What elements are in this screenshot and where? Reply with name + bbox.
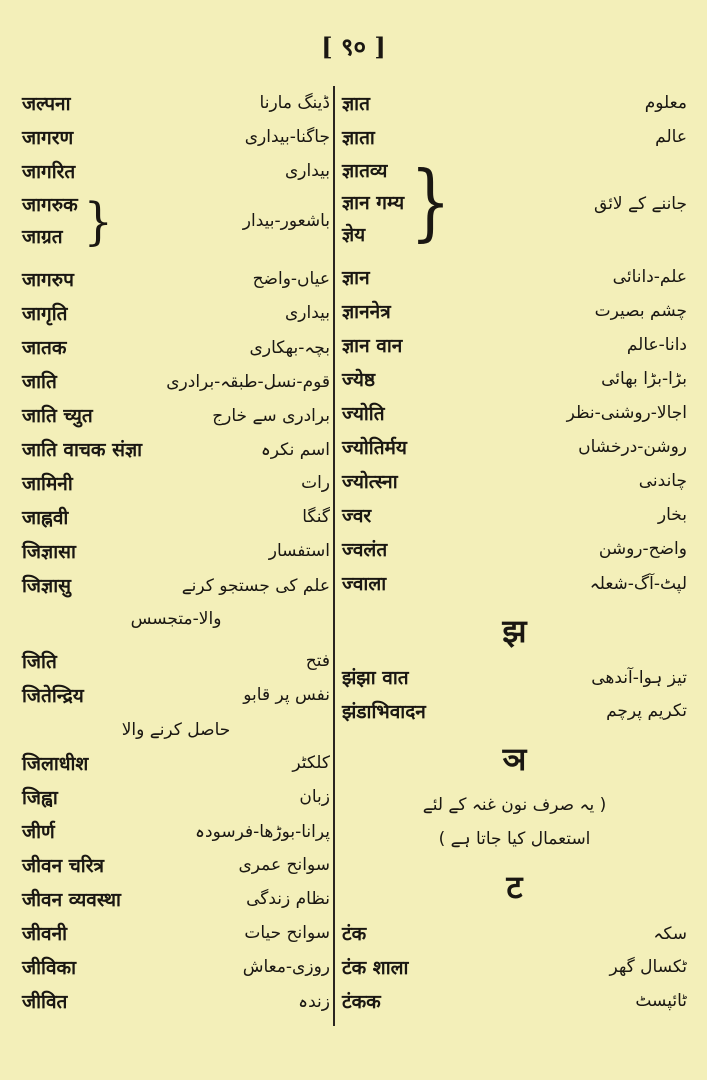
hindi-word: ज्वर: [342, 505, 372, 527]
dictionary-entry: [342, 294, 687, 328]
dictionary-entry: [342, 362, 687, 396]
hindi-word: झंझा वात: [342, 667, 409, 689]
grouped-entry: [22, 188, 330, 254]
hindi-word: झंडाभिवादन: [342, 701, 426, 723]
hindi-word: जागरण: [22, 127, 74, 149]
urdu-meaning: تکریم پرچم: [606, 701, 687, 721]
urdu-meaning: ٹائپسٹ: [635, 991, 687, 1011]
hindi-word: जिह्वा: [22, 787, 58, 809]
urdu-meaning: دانا-عالم: [626, 335, 687, 355]
dictionary-entry: [342, 532, 687, 566]
urdu-meaning: پرانا-بوڑھا-فرسودہ: [195, 821, 330, 842]
hindi-word: ज्येष्ठ: [342, 369, 376, 391]
hindi-word: जाति: [22, 371, 57, 393]
hindi-word: ज्योतिर्मय: [342, 437, 407, 459]
urdu-meaning: بخار: [657, 505, 687, 525]
dictionary-entry: [22, 916, 330, 950]
brace-symbol: }: [410, 154, 451, 252]
dictionary-entry: [22, 296, 330, 330]
urdu-meaning: بچہ-بھکاری: [249, 337, 330, 358]
urdu-meaning: سکہ: [653, 923, 687, 944]
hindi-word: जीवन व्यवस्था: [22, 889, 121, 911]
dictionary-entry: [342, 566, 687, 600]
urdu-meaning: سوانح حیات: [244, 923, 330, 943]
dictionary-entry: [342, 464, 687, 498]
brace-symbol: }: [83, 191, 113, 251]
urdu-meaning: بیداری: [284, 303, 330, 323]
urdu-meaning: معلوم: [644, 93, 687, 113]
dictionary-entry: [22, 882, 330, 916]
urdu-meaning: گنگا: [302, 507, 330, 527]
urdu-meaning-continuation: حاصل کرنے والا: [121, 719, 231, 740]
dictionary-entry: [342, 950, 687, 984]
urdu-meaning: زبان: [299, 787, 330, 807]
hindi-word: ज्ञाननेत्र: [342, 301, 391, 323]
hindi-word: जागृति: [22, 303, 68, 325]
left-column: [22, 86, 330, 1018]
hindi-word: ज्ञान गम्य: [342, 192, 405, 214]
dictionary-entry: [22, 984, 330, 1018]
dictionary-entry: [22, 746, 330, 780]
dictionary-entry: [22, 398, 330, 432]
urdu-meaning: رات: [301, 473, 330, 493]
dictionary-entry: [342, 86, 687, 120]
hindi-word: जाग्रत: [22, 226, 63, 248]
urdu-meaning: لپٹ-آگ-شعلہ: [589, 573, 687, 594]
hindi-word: टंकक: [342, 991, 381, 1013]
hindi-word: टंक: [342, 923, 367, 945]
hindi-word: जीवनी: [22, 923, 68, 945]
dictionary-entry: [342, 916, 687, 950]
hindi-word: जीर्ण: [22, 821, 55, 843]
urdu-meaning-continuation: والا-متجسس: [130, 609, 222, 629]
dictionary-entry: [22, 568, 330, 602]
dictionary-entry: [22, 86, 330, 120]
dictionary-entry: [22, 534, 330, 568]
urdu-meaning: قوم-نسل-طبقہ-برادری: [166, 371, 330, 392]
hindi-word: ज्ञान: [342, 267, 370, 289]
hindi-word: ज्ञेय: [342, 224, 366, 246]
hindi-word: जातक: [22, 337, 67, 359]
urdu-meaning: روزی-معاش: [242, 957, 330, 977]
dictionary-entry: [22, 262, 330, 296]
hindi-word: ज्ञातव्य: [342, 160, 388, 182]
urdu-meaning: بڑا-بڑا بھائی: [601, 369, 687, 389]
dictionary-entry: [22, 814, 330, 848]
page-number: [ ९० ]: [321, 32, 386, 61]
hindi-word: ज्वाला: [342, 573, 387, 595]
urdu-meaning: واضح-روشن: [598, 539, 687, 559]
hindi-word: जाह्नवी: [22, 507, 69, 529]
dictionary-entry: [342, 694, 687, 728]
grouped-entry: [342, 154, 687, 252]
hindi-word: जिज्ञासा: [22, 541, 76, 563]
dictionary-entry: [22, 364, 330, 398]
urdu-meaning: نظام زندگی: [246, 889, 330, 909]
hindi-word: ज्योत्स्ना: [342, 471, 398, 493]
urdu-meaning: عیاں-واضح: [252, 269, 330, 289]
urdu-meaning: ڈینگ مارنا: [259, 93, 330, 113]
urdu-meaning: جاننے کے لائق: [594, 193, 687, 214]
urdu-meaning: علم کی جستجو کرنے: [181, 575, 330, 596]
dictionary-entry: [22, 848, 330, 882]
dictionary-entry: [22, 466, 330, 500]
hindi-word: जागरित: [22, 161, 76, 183]
urdu-meaning: ٹکسال گھر: [609, 957, 687, 977]
urdu-meaning: باشعور-بیدار: [242, 211, 330, 231]
dictionary-entry: [342, 328, 687, 362]
dictionary-entry: [342, 430, 687, 464]
dictionary-entry: [342, 120, 687, 154]
section-note: استعمال کیا جاتا ہے ): [438, 829, 591, 849]
urdu-meaning: استفسار: [268, 541, 330, 561]
urdu-meaning: روشن-درخشاں: [578, 437, 687, 457]
dictionary-entry: [22, 678, 330, 712]
column-divider: [333, 86, 335, 1026]
hindi-word: ज्योति: [342, 403, 385, 425]
section-letter: ञ: [502, 739, 527, 778]
dictionary-entry: [22, 644, 330, 678]
dictionary-entry: [342, 984, 687, 1018]
urdu-meaning: کلکٹر: [292, 753, 330, 773]
urdu-meaning: جاگنا-بیداری: [244, 127, 330, 147]
hindi-word: ज्ञाता: [342, 127, 375, 149]
urdu-meaning: سوانح عمری: [238, 855, 330, 875]
urdu-meaning: بیداری: [284, 161, 330, 181]
dictionary-entry: [342, 660, 687, 694]
dictionary-entry: [342, 260, 687, 294]
hindi-word: जागरुक: [22, 194, 78, 216]
right-column: [342, 86, 687, 1018]
hindi-word: ज्ञान वान: [342, 335, 403, 357]
dictionary-entry: [22, 780, 330, 814]
hindi-word: जागरुप: [22, 269, 74, 291]
dictionary-entry: [22, 330, 330, 364]
hindi-word: जाति च्युत: [22, 405, 93, 427]
urdu-meaning: تیز ہوا-آندھی: [591, 667, 687, 688]
urdu-meaning: چشم بصیرت: [594, 301, 687, 321]
dictionary-entry: [22, 154, 330, 188]
urdu-meaning: اجالا-روشنی-نظر: [566, 403, 687, 423]
hindi-word: टंक शाला: [342, 957, 409, 979]
hindi-word: जीवित: [22, 991, 68, 1013]
hindi-word: ज्ञात: [342, 93, 370, 115]
section-note: ( یہ صرف نون غنہ کے لئے: [422, 795, 607, 815]
urdu-meaning: برادری سے خارج: [212, 405, 330, 426]
hindi-word: जामिनी: [22, 473, 73, 495]
hindi-word: ज्वलंत: [342, 539, 388, 561]
hindi-word: जिति: [22, 651, 57, 673]
dictionary-entry: [22, 950, 330, 984]
section-letter: झ: [502, 611, 527, 650]
hindi-word: जितेन्द्रिय: [22, 685, 84, 707]
hindi-word: जाति वाचक संज्ञा: [22, 439, 143, 461]
dictionary-entry: [22, 500, 330, 534]
hindi-word: जीविका: [22, 957, 77, 979]
dictionary-entry: [342, 498, 687, 532]
hindi-word: जीवन चरित्र: [22, 855, 104, 877]
hindi-word: जिलाधीश: [22, 753, 89, 775]
urdu-meaning: اسم نکرہ: [260, 439, 330, 460]
urdu-meaning: عالم: [655, 127, 687, 147]
urdu-meaning: زندہ: [298, 991, 330, 1012]
urdu-meaning: فتح: [305, 651, 330, 671]
hindi-word: जल्पना: [22, 93, 71, 115]
hindi-word: जिज्ञासु: [22, 575, 71, 597]
urdu-meaning: نفس پر قابو: [243, 685, 330, 705]
dictionary-entry: [342, 396, 687, 430]
dictionary-entry: [22, 432, 330, 466]
urdu-meaning: علم-دانائی: [612, 267, 687, 287]
section-letter: ट: [506, 867, 523, 906]
dictionary-entry: [22, 120, 330, 154]
urdu-meaning: چاندنی: [638, 471, 687, 491]
